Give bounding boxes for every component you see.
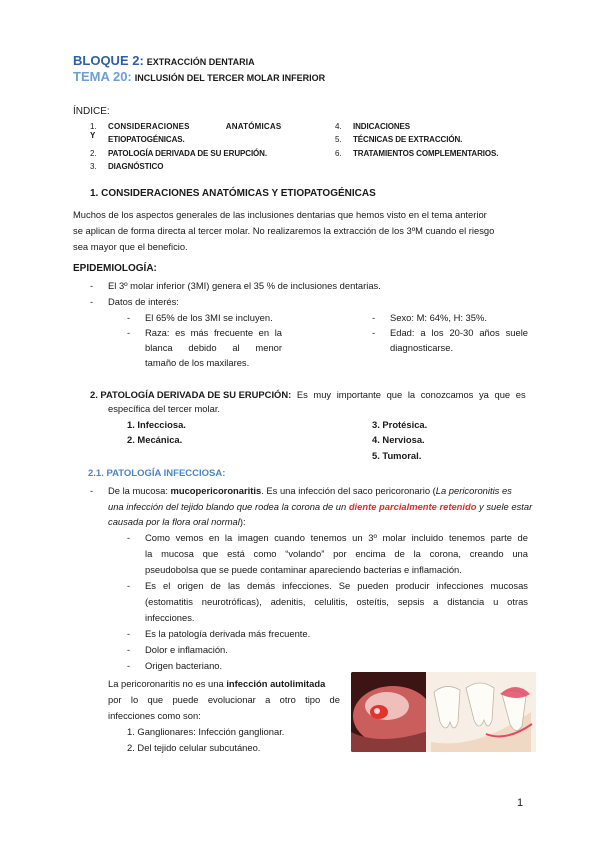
epi-bullet-2: Datos de interés: [108, 296, 179, 307]
section21-heading: 2.1. PATOLOGÍA INFECCIOSA: [88, 468, 226, 479]
s21-list-1: 1. Ganglionares: Infección ganglionar. [127, 726, 285, 737]
s2-item-1: 1. Infecciosa. [127, 419, 186, 430]
section2-line2: específica del tercer molar. [108, 403, 221, 414]
s21-p2-l1: La pericoronaritis no es una infección autolimitada [108, 678, 326, 689]
bullet-dash: - [90, 485, 94, 496]
s2-item-4: 4. Nerviosa. [372, 434, 425, 445]
epi-left-2: Raza: es más frecuente en la [145, 327, 282, 338]
indice-item-4: 4. INDICACIONES [335, 122, 411, 131]
s21-sub3: Es la patología derivada más frecuente. [145, 628, 311, 639]
section2-heading: 2. PATOLOGÍA DERIVADA DE SU ERUPCIÓN: [90, 389, 292, 400]
tema-label: TEMA 20: [73, 69, 132, 84]
s21-sub5: Origen bacteriano. [145, 660, 223, 671]
epidemiologia-title: EPIDEMIOLOGÍA: [73, 263, 157, 274]
s21-sub2-l1: Es el origen de las demás infecciones. Se pueden producir infecciones mucosas [145, 580, 528, 591]
s21-sub1-l1: Como vemos en la imagen cuando tenemos un 3º molar incluido tenemos parte de [145, 532, 528, 543]
s21-sub1-l2: la mucosa que está como “volando” por encima de la corona, creando una [145, 548, 528, 559]
s21-p2-l2: por lo que puede evolucionar a otro tipo de [108, 694, 340, 705]
bullet-dash: - [127, 660, 131, 671]
indice-item-3: 3. DIAGNÓSTICO [90, 162, 164, 171]
indice-title: ÍNDICE: [73, 106, 110, 117]
bloque-label: BLOQUE 2: [73, 53, 144, 68]
s2-item-3: 3. Protésica. [372, 419, 428, 430]
section1-line2: se aplican de forma directa al tercer molar. No realizaremos la extracción de los 3ºM cuando el riesgo [73, 225, 495, 236]
indice-item-5: 5. TÉCNICAS DE EXTRACCIÓN. [335, 135, 463, 144]
s21-list-2: 2. Del tejido celular subcutáneo. [127, 742, 261, 753]
s21-p2-l3: infecciones como son: [108, 710, 201, 721]
tooth-diagram [426, 672, 536, 752]
epi-left-1: El 65% de los 3MI se incluyen. [145, 312, 273, 323]
bullet-dash: - [127, 327, 131, 338]
s2-item-5: 5. Tumoral. [372, 450, 422, 461]
bullet-dash: - [127, 580, 131, 591]
tema-heading [73, 69, 325, 84]
bullet-dash: - [127, 628, 131, 639]
section1-line3: sea mayor que el beneficio. [73, 241, 188, 252]
s21-sub1-l3: pseudobolsa que se puede contaminar apareciendo bacterias e inflamación. [145, 564, 462, 575]
bullet-dash: - [127, 532, 131, 543]
bullet-dash: - [127, 644, 131, 655]
mouth-photo-graphic [351, 672, 431, 752]
epi-right-2: Edad: a los 20-30 años suele [390, 327, 528, 338]
highlight-text: diente parcialmente retenido [348, 501, 477, 512]
tema-title: INCLUSIÓN DEL TERCER MOLAR INFERIOR [134, 73, 326, 83]
s21-line1: De la mucosa: mucopericoronaritis. Es una infección del saco pericoronario (La pericoronitis es [108, 485, 512, 496]
indice-item-1-cont: ETIOPATOGÉNICAS. [108, 135, 185, 144]
s21-line3: causada por la flora oral normal): [108, 516, 246, 527]
bullet-dash: - [90, 296, 94, 307]
epi-left-4: tamaño de los maxilares. [145, 357, 250, 368]
s21-sub4: Dolor e inflamación. [145, 644, 228, 655]
s21-line2: una infección del tejido blando que rodea la corona de un diente parcialmente retenido y suele estar [108, 501, 533, 512]
indice-item-2: 2. PATOLOGÍA DERIVADA DE SU ERUPCIÓN. [90, 149, 267, 158]
s21-sub2-l3: infecciones. [145, 612, 195, 623]
section1-line1: Muchos de los aspectos generales de las inclusiones dentarias que hemos visto en el tema anterior [73, 209, 487, 220]
indice-item-6: 6. TRATAMIENTOS COMPLEMENTARIOS. [335, 149, 499, 158]
epi-bullet-1: El 3º molar inferior (3MI) genera el 35 % de inclusiones dentarias. [108, 280, 381, 291]
s2-item-2: 2. Mecánica. [127, 434, 183, 445]
bullet-dash: - [127, 312, 131, 323]
indice-item-1: 1. CONSIDERACIONES ANATÓMICAS Y [90, 122, 282, 140]
s21-sub2-l2: (estomatitis neurotróficas), adenitis, celulitis, osteítis, sepsis a distancia u otras [145, 596, 528, 607]
epi-left-3: blanca debido al menor [145, 342, 282, 353]
page-number: 1 [517, 797, 524, 809]
bullet-dash: - [90, 280, 94, 291]
bloque-title: EXTRACCIÓN DENTARIA [146, 57, 255, 67]
section2-line1: 2. PATOLOGÍA DERIVADA DE SU ERUPCIÓN: Es muy importante que la conozcamos ya que es [90, 389, 526, 400]
bloque-heading [73, 53, 255, 68]
epi-right-3: diagnosticarse. [390, 342, 454, 353]
section1-heading: 1. CONSIDERACIONES ANATÓMICAS Y ETIOPATOGÉNICAS [90, 188, 376, 199]
bullet-dash: - [372, 312, 376, 323]
bullet-dash: - [372, 327, 376, 338]
epi-right-1: Sexo: M: 64%, H: 35%. [390, 312, 487, 323]
